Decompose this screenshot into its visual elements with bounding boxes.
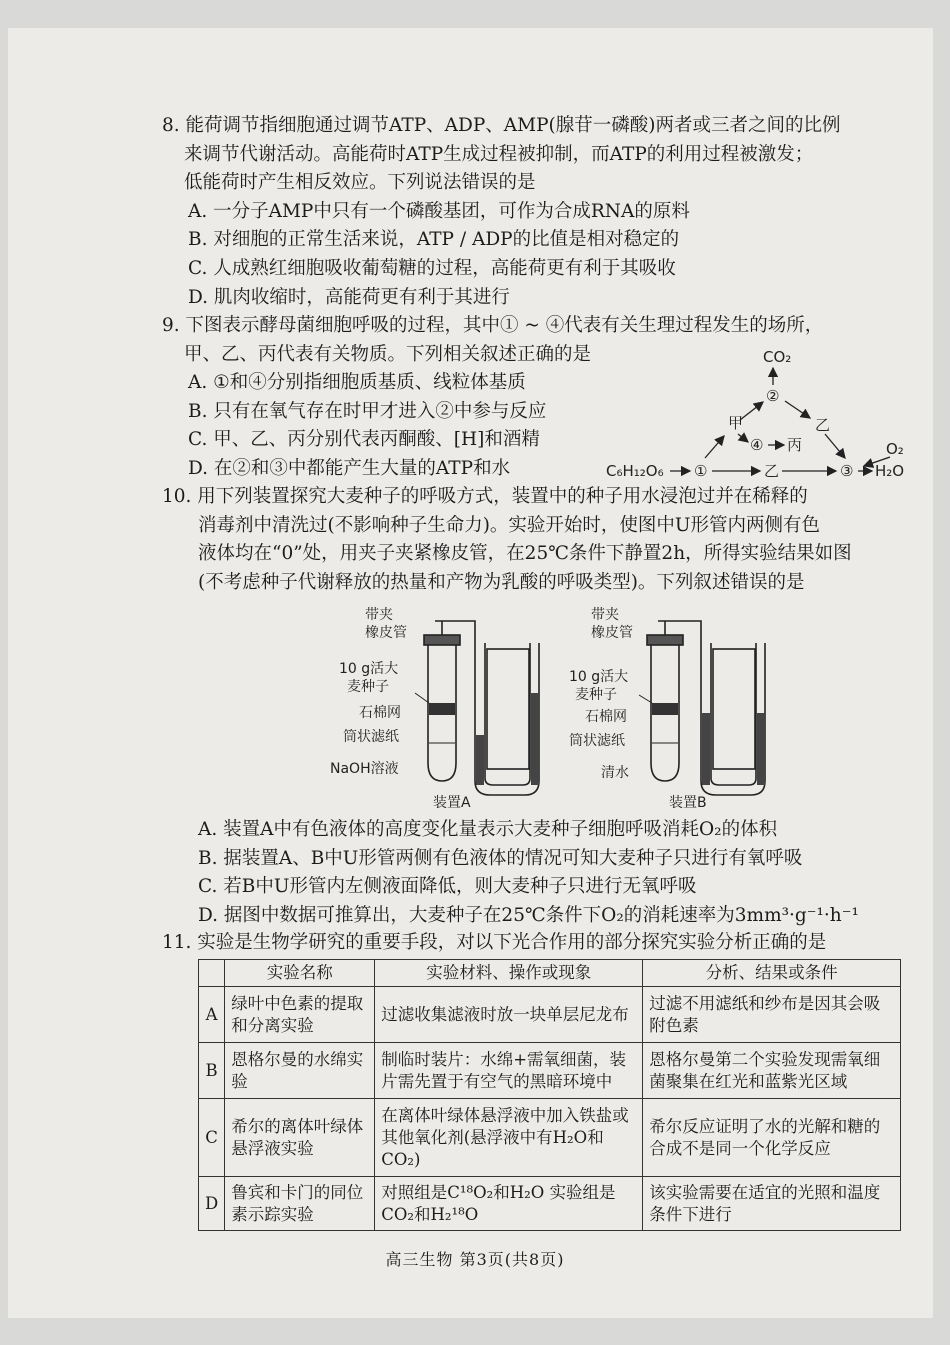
experiment-material: 在离体叶绿体悬浮液中加入铁盐或其他氧化剂(悬浮液中有H₂O和CO₂) (375, 1099, 643, 1177)
table-header (199, 960, 225, 987)
table-row (199, 1099, 901, 1177)
h2o-label: H₂O (875, 462, 905, 480)
q8-option-a: A. 一分子AMP中只有一个磷酸基团，可作为合成RNA的原料 (188, 200, 690, 222)
q9-option-c: C. 甲、乙、丙分别代表丙酮酸、[H]和酒精 (188, 429, 540, 451)
experiment-material: 过滤收集滤液时放一块单层尼龙布 (375, 987, 643, 1043)
table-row (199, 1043, 901, 1099)
table-row (199, 987, 901, 1043)
q10-options (162, 816, 859, 930)
asbestos-mesh-label: 石棉网 (359, 705, 401, 721)
q9-stem-line: 9. 下图表示酵母菌细胞呼吸的过程，其中① ~ ④代表有关生理过程发生的场所， (162, 315, 824, 336)
table-header-row (199, 960, 901, 987)
question-11 (162, 929, 826, 958)
apparatus-caption: 装置B (669, 795, 707, 811)
q10-option-b: B. 据装置A、B中U形管两侧有色液体的情况可知大麦种子只进行有氧呼吸 (198, 847, 803, 869)
rubber-tube-label: 橡皮管 (591, 625, 633, 641)
node-3: ③ (840, 462, 854, 480)
experiment-material: 对照组是C¹⁸O₂和H₂O 实验组是CO₂和H₂¹⁸O (375, 1177, 643, 1231)
q10-option-d: D. 据图中数据可推算出，大麦种子在25℃条件下O₂的消耗速率为3mm³·g⁻¹·h⁻¹ (198, 904, 859, 926)
jia-label: 甲 (728, 414, 744, 432)
experiment-analysis: 该实验需要在适宜的光照和温度条件下进行 (643, 1177, 901, 1231)
q9-option-a: A. ①和④分别指细胞质基质、线粒体基质 (188, 372, 526, 394)
o2-label: O₂ (886, 440, 904, 458)
question-8 (162, 112, 841, 312)
experiment-name: 绿叶中色素的提取和分离实验 (225, 987, 375, 1043)
q10-stem-line: (不考虑种子代谢释放的热量和产物为乳酸的呼吸类型)。下列叙述错误的是 (198, 571, 805, 593)
node-1: ① (694, 462, 708, 480)
row-label: A (199, 987, 225, 1043)
glucose-label: C₆H₁₂O₆ (606, 462, 664, 480)
respiration-diagram (600, 340, 930, 490)
bing-label: 丙 (787, 436, 803, 454)
seed-label: 麦种子 (347, 679, 389, 695)
filter-paper-label: 筒状滤纸 (343, 729, 399, 745)
q8-option-b: B. 对细胞的正常生活来说，ATP / ADP的比值是相对稳定的 (188, 229, 680, 251)
row-label: C (199, 1099, 225, 1177)
q9-option-b: B. 只有在氧气存在时甲才进入②中参与反应 (188, 400, 547, 422)
rubber-tube-label: 橡皮管 (365, 625, 407, 641)
water-label: 清水 (601, 765, 629, 781)
q8-stem-line: 8. 能荷调节指细胞通过调节ATP、ADP、AMP(腺苷一磷酸)两者或三者之间的比例 (162, 115, 841, 136)
q10-option-c: C. 若B中U形管内左侧液面降低，则大麦种子只进行无氧呼吸 (198, 876, 697, 898)
experiment-name: 鲁宾和卡门的同位素示踪实验 (225, 1177, 375, 1231)
clip-label: 带夹 (365, 607, 393, 623)
question-10 (162, 483, 852, 597)
clip-label: 带夹 (591, 607, 619, 623)
filter-paper-label: 筒状滤纸 (569, 733, 625, 749)
experiment-analysis: 希尔反应证明了水的光解和糖的合成不是同一个化学反应 (643, 1099, 901, 1177)
row-label: B (199, 1043, 225, 1099)
row-label: D (199, 1177, 225, 1231)
q8-stem-line: 低能荷时产生相反效应。下列说法错误的是 (184, 172, 536, 194)
solution-label: NaOH溶液 (330, 761, 399, 777)
seed-label: 10 g活大 (339, 661, 399, 677)
yi-label-bottom: 乙 (764, 462, 780, 480)
q11-stem-line: 11. 实验是生物学研究的重要手段，对以下光合作用的部分探究实验分析正确的是 (162, 932, 827, 953)
experiment-analysis: 过滤不用滤纸和纱布是因其会吸附色素 (643, 987, 901, 1043)
q10-option-a: A. 装置A中有色液体的高度变化量表示大麦种子细胞呼吸消耗O₂的体积 (198, 819, 778, 840)
yi-label-top: 乙 (815, 416, 831, 434)
table-header: 分析、结果或条件 (643, 960, 901, 987)
co2-label: CO₂ (763, 348, 792, 366)
experiment-analysis: 恩格尔曼第二个实验发现需氧细菌聚集在红光和蓝紫光区域 (643, 1043, 901, 1099)
q8-option-c: C. 人成熟红细胞吸收葡萄糖的过程，高能荷更有利于其吸收 (188, 257, 676, 279)
q10-stem-line: 10. 用下列装置探究大麦种子的呼吸方式，装置中的种子用水浸泡过并在稀释的 (162, 486, 808, 507)
q9-option-d: D. 在②和③中都能产生大量的ATP和水 (188, 457, 511, 479)
seed-label: 麦种子 (575, 687, 617, 703)
asbestos-mesh-label: 石棉网 (585, 709, 627, 725)
apparatus-caption: 装置A (433, 795, 471, 811)
table-row (199, 1177, 901, 1231)
node-4: ④ (750, 436, 764, 454)
experiment-name: 希尔的离体叶绿体悬浮液实验 (225, 1099, 375, 1177)
node-2: ② (766, 387, 780, 405)
q10-stem-line: 消毒剂中清洗过(不影响种子生命力)。实验开始时，使图中U形管内两侧有色 (198, 514, 821, 536)
table-header: 实验名称 (225, 960, 375, 987)
experiment-table (198, 959, 901, 1231)
apparatus-b-figure (565, 603, 805, 818)
q10-stem-line: 液体均在“0”处，用夹子夹紧橡皮管，在25℃条件下静置2h，所得实验结果如图 (198, 543, 852, 565)
table-header: 实验材料、操作或现象 (375, 960, 643, 987)
q8-stem-line: 来调节代谢活动。高能荷时ATP生成过程被抑制，而ATP的利用过程被激发； (184, 143, 814, 165)
page-footer: 高三生物 第3页(共8页) (385, 1250, 565, 1269)
experiment-name: 恩格尔曼的水绵实验 (225, 1043, 375, 1099)
seed-label: 10 g活大 (569, 669, 629, 685)
experiment-material: 制临时装片：水绵+需氧细菌，装片需先置于有空气的黑暗环境中 (375, 1043, 643, 1099)
q8-option-d: D. 肌肉收缩时，高能荷更有利于其进行 (188, 286, 510, 308)
q9-stem-line: 甲、乙、丙代表有关物质。下列相关叙述正确的是 (184, 343, 592, 365)
apparatus-a-figure (325, 603, 565, 818)
